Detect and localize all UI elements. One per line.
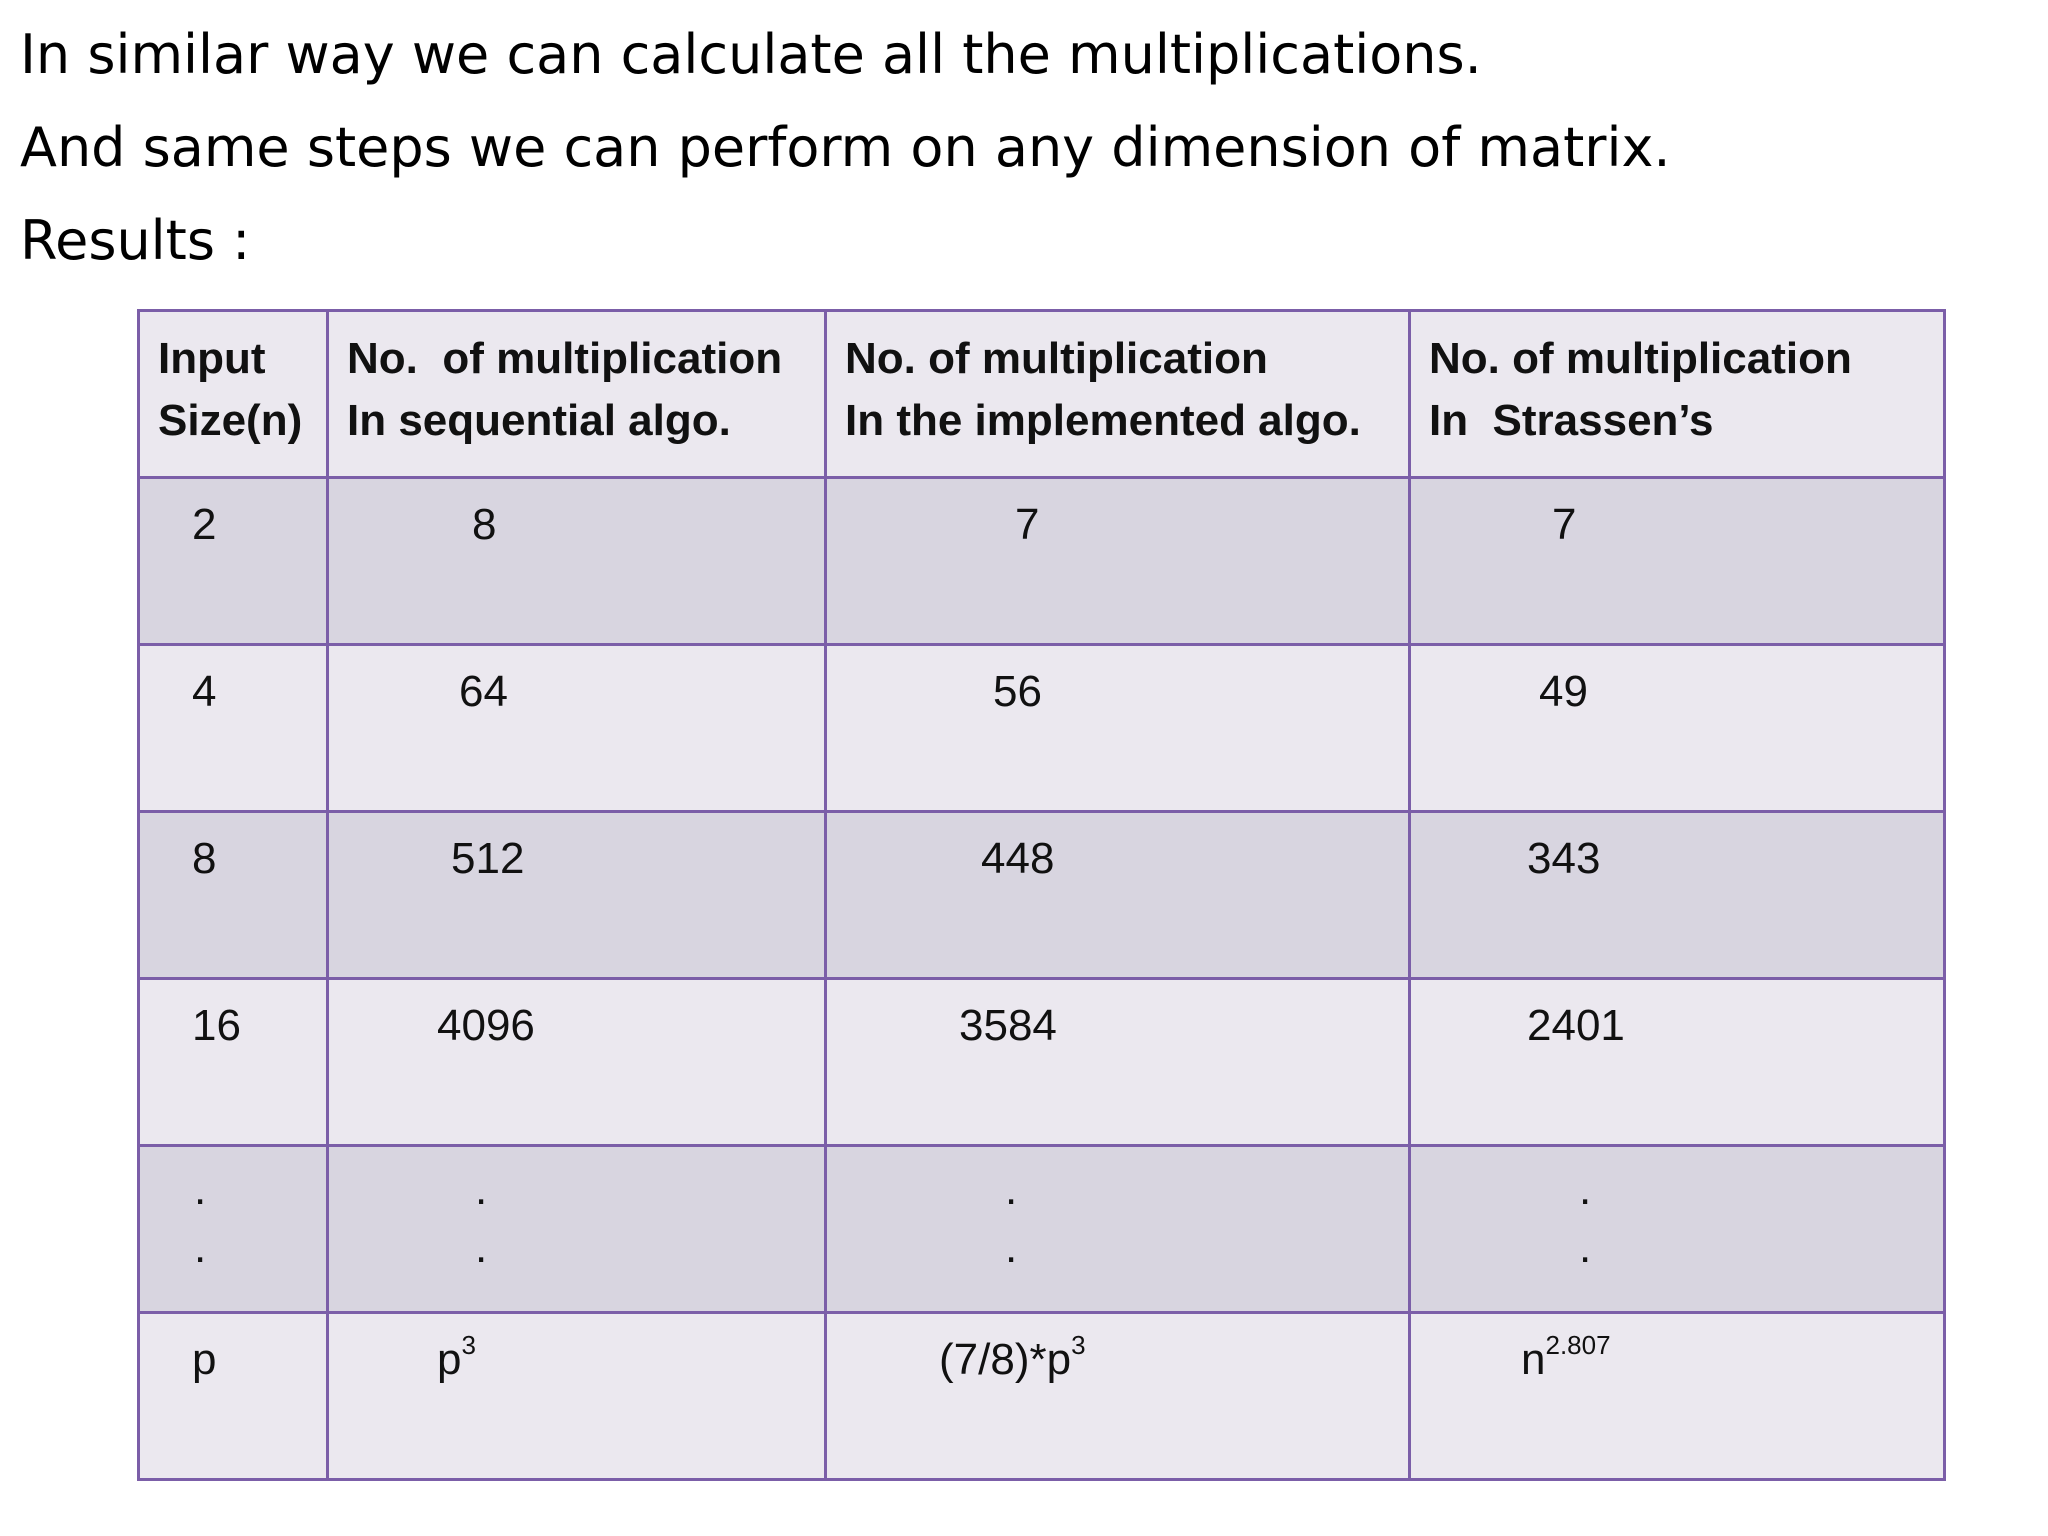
table-cell (139, 1313, 328, 1480)
ellipsis-dots: . . (194, 1165, 207, 1272)
table-cell (328, 478, 826, 645)
cell-value: 16 (192, 1001, 241, 1050)
results-table-container (137, 309, 1943, 1477)
table-row (139, 1313, 1945, 1480)
cell-value: 448 (981, 834, 1055, 883)
ellipsis-dots: . . (1579, 1165, 1592, 1272)
table-cell (139, 478, 328, 645)
table-cell (328, 979, 826, 1146)
header-line: No. of multiplication (845, 334, 1268, 383)
table-cell (826, 478, 1410, 645)
table-row (139, 478, 1945, 645)
table-row (139, 979, 1945, 1146)
cell-value: 3584 (959, 1001, 1057, 1050)
table-cell (139, 812, 328, 979)
formula-exponent: 2.807 (1545, 1330, 1611, 1360)
cell-value: 8 (472, 500, 497, 549)
cell-value: 56 (993, 667, 1042, 716)
table-cell (328, 1146, 826, 1313)
table-cell (1410, 478, 1945, 645)
results-heading: Results : (20, 209, 251, 272)
formula-base: p (192, 1335, 217, 1384)
cell-value: 2 (192, 500, 217, 549)
header-line: In Strassen’s (1429, 396, 1714, 445)
header-line: No. of multiplication (347, 334, 783, 383)
results-table (137, 309, 1946, 1481)
cell-value (140, 1314, 326, 1388)
table-cell (1410, 645, 1945, 812)
table-row (139, 645, 1945, 812)
intro-line-2: And same steps we can perform on any dimension of matrix. (20, 116, 1671, 179)
table-cell (328, 1313, 826, 1480)
formula-base: n (1521, 1335, 1546, 1384)
table-cell (826, 1313, 1410, 1480)
table-cell (1410, 1313, 1945, 1480)
table-cell (139, 1146, 328, 1313)
formula-exponent: 3 (461, 1330, 476, 1360)
cell-value (329, 1314, 824, 1388)
ellipsis-dots: . . (475, 1165, 488, 1272)
table-cell (1410, 979, 1945, 1146)
cell-value: 512 (451, 834, 525, 883)
table-cell (328, 812, 826, 979)
header-line: In sequential algo. (347, 396, 731, 445)
table-cell (826, 812, 1410, 979)
formula-base: p (437, 1335, 462, 1384)
table-cell (139, 979, 328, 1146)
cell-value: 8 (192, 834, 217, 883)
table-row (139, 1146, 1945, 1313)
cell-value: 7 (1015, 500, 1040, 549)
table-cell (826, 1146, 1410, 1313)
cell-value: 4096 (437, 1001, 535, 1050)
table-cell (139, 645, 328, 812)
table-cell (1410, 1146, 1945, 1313)
ellipsis-dots: . . (1005, 1165, 1018, 1272)
cell-value: 2401 (1527, 1001, 1625, 1050)
cell-value: 4 (192, 667, 217, 716)
cell-value (1411, 1314, 1943, 1388)
cell-value: 7 (1552, 500, 1577, 549)
table-cell (826, 979, 1410, 1146)
intro-line-1: In similar way we can calculate all the multiplications. (20, 23, 1482, 86)
table-cell (826, 645, 1410, 812)
header-line: In the implemented algo. (845, 396, 1361, 445)
cell-value: 64 (459, 667, 508, 716)
header-line: Input (158, 334, 266, 383)
table-header-row (139, 311, 1945, 478)
table-row (139, 812, 1945, 979)
header-strassen (1410, 311, 1945, 478)
formula-exponent: 3 (1071, 1330, 1086, 1360)
header-input-size (139, 311, 328, 478)
formula-base: (7/8)*p (939, 1335, 1072, 1384)
table-cell (328, 645, 826, 812)
cell-value (827, 1314, 1408, 1388)
cell-value: 343 (1527, 834, 1601, 883)
header-implemented (826, 311, 1410, 478)
cell-value: 49 (1539, 667, 1588, 716)
header-line: No. of multiplication (1429, 334, 1852, 383)
header-line: Size(n) (158, 396, 303, 445)
table-cell (1410, 812, 1945, 979)
header-sequential (328, 311, 826, 478)
